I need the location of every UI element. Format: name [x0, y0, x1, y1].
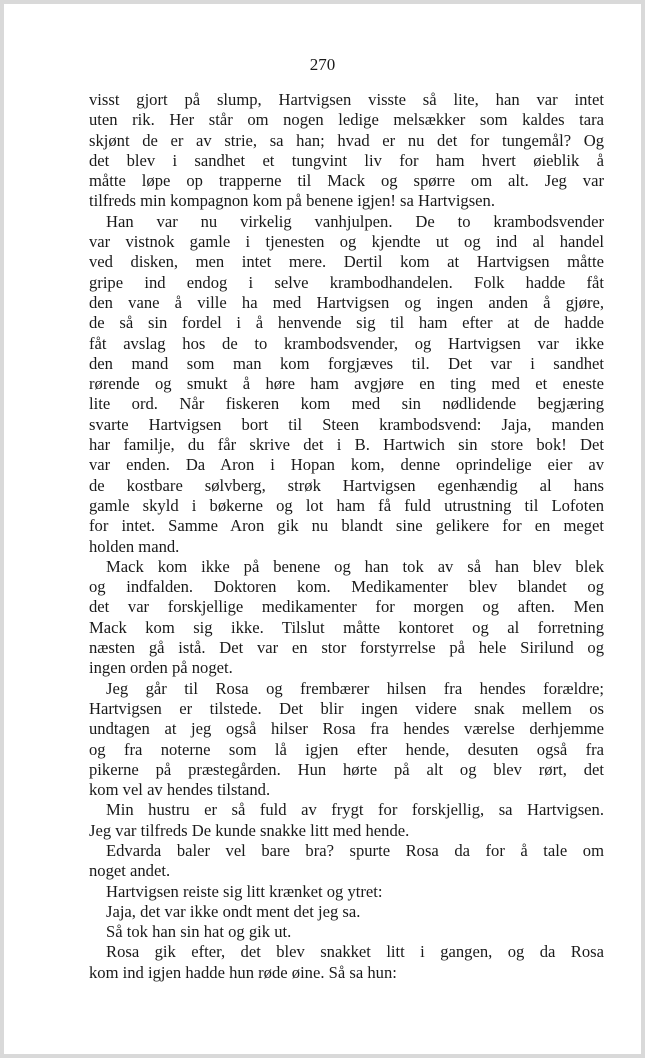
text-line: ved disken, men intet mere. Dertil kom at Hartvigsen måtte — [89, 252, 604, 272]
text-line: kom ind igjen hadde hun røde øine. Så sa hun: — [89, 962, 397, 982]
text-line: lite ord. Når fiskeren kom med sin nødlidende begjæring — [89, 394, 604, 414]
book-page — [4, 4, 641, 1054]
paragraph — [89, 90, 604, 212]
paragraph — [89, 679, 604, 801]
text-line: har familje, du får skrive det i B. Hartwich sin store bok! Det — [89, 435, 604, 455]
text-line: noget andet. — [89, 861, 171, 881]
text-line: næsten gå istå. Det var en stor forstyrrelse på hele Sirilund og — [89, 638, 604, 658]
text-line: Mack kom ikke på benene og han tok av så han blev blek — [106, 556, 604, 576]
text-line: Jeg går til Rosa og frembærer hilsen fra hendes forældre; — [106, 678, 604, 698]
text-line: Rosa gik efter, det blev snakket litt i gangen, og da Rosa — [106, 942, 604, 962]
paragraph — [89, 557, 604, 679]
text-line: svarte Hartvigsen bort til Steen krambodsvend: Jaja, manden — [89, 414, 604, 434]
text-line: var enden. Da Aron i Hopan kom, denne oprindelige eier av — [89, 455, 604, 475]
text-line: det var forskjellige medikamenter for morgen og aften. Men — [89, 597, 604, 617]
text-line: de så sin fordel i å henvende sig til ham efter at de hadde — [89, 313, 604, 333]
text-line: holden mand. — [89, 536, 180, 556]
page-number: 270 — [309, 55, 336, 74]
text-line: gamle skyld i bøkerne og lot ham få fuld utrustning til Lofoten — [89, 495, 604, 515]
paragraph — [89, 841, 604, 882]
text-line: rørende og smukt å høre ham avgjøre en ting med et eneste — [89, 374, 604, 394]
text-line: Edvarda baler vel bare bra? spurte Rosa da for å tale om — [106, 840, 604, 860]
text-line: Han var nu virkelig vanhjulpen. De to krambodsvender — [106, 211, 604, 231]
text-line: og fra noterne som lå igjen efter hende, desuten også fra — [89, 739, 604, 759]
paragraph — [89, 922, 604, 942]
text-line: de kostbare sølvberg, strøk Hartvigsen egenhændig al hans — [89, 475, 604, 495]
paragraph — [89, 902, 604, 922]
text-line: Hartvigsen er tilstede. Det blir ingen videre snak mellem os — [89, 698, 604, 718]
text-line: tilfreds min kompagnon kom på benene igjen! sa Hartvigsen. — [89, 191, 495, 211]
text-line: Min hustru er så fuld av frygt for forskjellig, sa Hartvigsen. — [106, 800, 604, 820]
text-line: for intet. Samme Aron gik nu blandt sine gelikere for en meget — [89, 516, 604, 536]
text-line: den vane å ville ha med Hartvigsen og ingen anden å gjøre, — [89, 292, 604, 312]
text-line: visst gjort på slump, Hartvigsen visste så lite, han var intet — [89, 90, 604, 109]
paragraph — [89, 800, 604, 841]
text-line: og indfalden. Doktoren kom. Medikamenter blev blandet og — [89, 577, 604, 597]
text-line: Så tok han sin hat og gik ut. — [106, 922, 292, 942]
text-line: Hartvigsen reiste sig litt krænket og ytret: — [106, 881, 383, 901]
text-line: undtagen at jeg også hilser Rosa fra hendes værelse derhjemme — [89, 719, 604, 739]
text-line: den mand som man kom forgjæves til. Det var i sandhet — [89, 353, 604, 373]
text-line: skjønt de er av strie, sa han; hvad er nu det for tungemål? Og — [89, 130, 604, 150]
text-line: Jeg var tilfreds De kunde snakke litt med hende. — [89, 820, 410, 840]
text-line: gripe ind endog i selve krambodhandelen. Folk hadde fåt — [89, 272, 604, 292]
paragraph — [89, 882, 604, 902]
text-line: pikerne på præstegården. Hun hørte på alt og blev rørt, det — [89, 759, 604, 779]
text-line: var vistnok gamle i tjenesten og kjendte ut og ind al handel — [89, 232, 604, 252]
paragraph — [89, 942, 604, 983]
text-line: ingen orden på noget. — [89, 658, 233, 678]
text-line: det blev i sandhet et tungvint liv for ham hvert øieblik å — [89, 150, 604, 170]
text-line: kom vel av hendes tilstand. — [89, 780, 271, 800]
text-line: Mack kom sig ikke. Tilslut måtte kontoret og al forretning — [89, 617, 604, 637]
text-line: måtte løpe op trapperne til Mack og spørre om alt. Jeg var — [89, 171, 604, 191]
text-line: Jaja, det var ikke ondt ment det jeg sa. — [106, 901, 361, 921]
body-text — [89, 90, 604, 983]
text-line: uten rik. Her står om nogen ledige melsækker som kaldes tara — [89, 110, 604, 130]
text-line: fåt avslag hos de to krambodsvender, og Hartvigsen var ikke — [89, 333, 604, 353]
paragraph — [89, 212, 604, 557]
